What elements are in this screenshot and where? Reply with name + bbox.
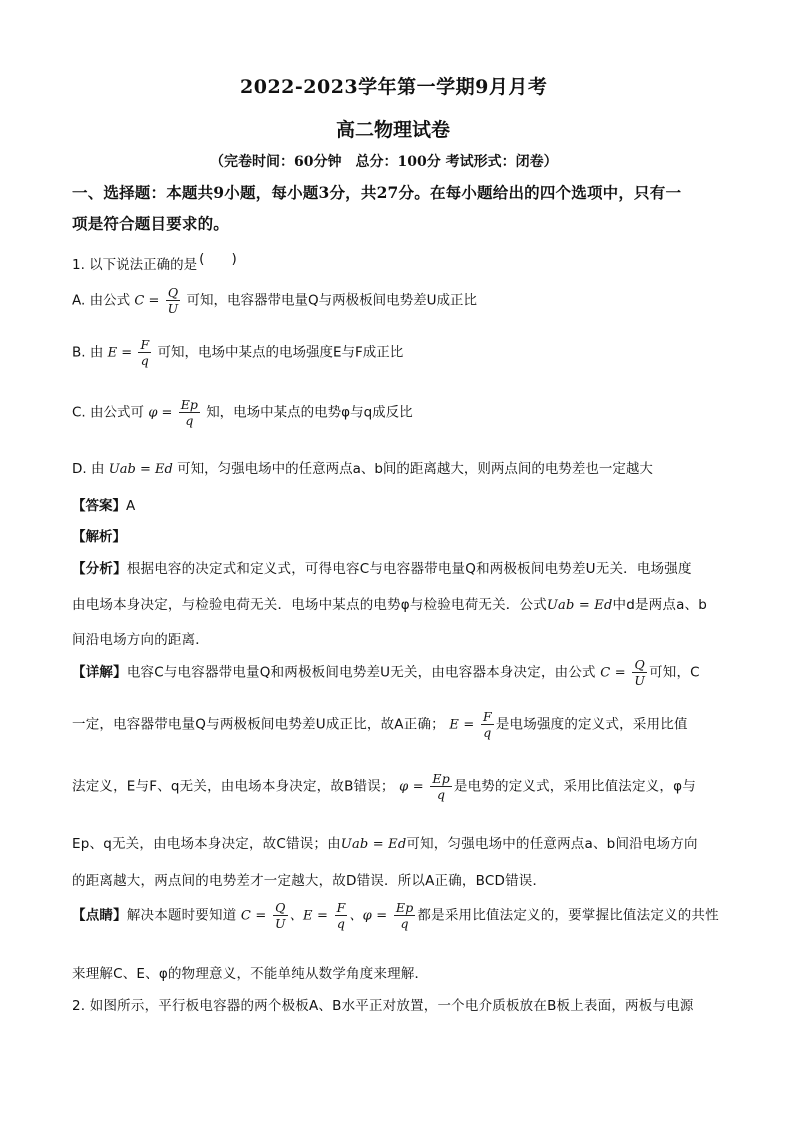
dianjing-line-2: 来理解C、E、φ的物理意义，不能单纯从数学角度来理解． <box>72 966 429 982</box>
xiangjie-tag: 【详解】 <box>72 664 127 681</box>
dj-fraction-1 <box>273 900 288 931</box>
xj-formula-3: φ = <box>399 779 424 795</box>
xj-text-4b: 可知，匀强电场中的任意两点a、b间沿电场方向 <box>406 836 698 852</box>
frac-denominator: U <box>634 673 646 688</box>
option-b <box>72 337 403 369</box>
option-b-fraction <box>138 337 151 368</box>
xj-formula-4: Uab = Ed <box>340 837 407 852</box>
option-d-formula: Uab = Ed <box>108 462 173 477</box>
xj-text-2a: 一定，电容器带电量Q与两极板间电势差U成正比，故A正确； <box>72 716 445 733</box>
frac-denominator: q <box>336 916 346 931</box>
option-a <box>72 285 477 317</box>
answer-paren: ( ) <box>199 251 237 267</box>
xj-fraction-3 <box>430 771 452 802</box>
option-d-text: 可知，匀强电场中的任意两点a、b间的距离越大，则两点间的电势差也一定越大 <box>177 461 653 477</box>
section-heading-line1: 一、选择题：本题共9小题，每小题3分，共27分。在每小题给出的四个选项中，只有一 <box>72 183 682 202</box>
fenxi-text-1: 根据电容的决定式和定义式，可得电容C与电容器带电量Q和两极板间电势差U无关．电场强度 <box>126 561 692 577</box>
frac-denominator: q <box>400 916 409 931</box>
xj-formula-1: C = <box>600 665 626 681</box>
xj-fraction-1 <box>632 657 647 688</box>
option-a-fraction <box>166 285 181 316</box>
frac-numerator: F <box>140 337 150 352</box>
xj-text-3b: 是电势的定义式，采用比值法定义，φ与 <box>453 778 696 795</box>
frac-numerator: Ep <box>432 771 450 786</box>
frac-denominator: q <box>483 725 492 740</box>
dj-fraction-3 <box>394 900 416 931</box>
option-c-prefix: C. 由公式可 <box>72 404 145 421</box>
dianjing-tag: 【点睛】 <box>72 907 127 924</box>
fenxi-line-1 <box>72 557 692 577</box>
fenxi-tag: 【分析】 <box>72 561 127 577</box>
section-heading-line2: 项是符合题目要求的。 <box>72 214 230 233</box>
xj-text-3a: 法定义，E与F、q无关，由电场本身决定，故B错误； <box>72 778 395 795</box>
frac-numerator: Q <box>634 657 645 672</box>
xj-text-1b: 可知，C <box>649 664 700 681</box>
option-d-prefix: D. 由 <box>72 461 105 477</box>
question-1-stem <box>72 253 237 273</box>
frac-numerator: Ep <box>395 900 414 915</box>
option-b-prefix: B. 由 <box>72 344 104 361</box>
analysis-tag: 【解析】 <box>72 529 126 545</box>
dj-text-1a: 解决本题时要知道 <box>126 907 237 924</box>
dianjing-line-1 <box>72 900 719 932</box>
frac-numerator: Q <box>167 285 179 300</box>
fenxi-line-2 <box>72 593 707 613</box>
xiangjie-line-1 <box>72 657 700 689</box>
xj-text-4a: Ep、q无关，由电场本身决定，故C错误；由 <box>72 836 341 852</box>
option-c <box>72 397 413 429</box>
option-c-text: 知，电场中某点的电势φ与q成反比 <box>206 404 413 421</box>
dj-text-1b: 都是采用比值法定义的，要掌握比值法定义的共性 <box>417 907 719 924</box>
frac-numerator: F <box>336 900 346 915</box>
fenxi-formula: Uab = Ed <box>546 598 613 613</box>
exam-title: 2022-2023学年第一学期9月月考 <box>240 76 548 98</box>
frac-numerator: Q <box>275 900 286 915</box>
xj-text-1a: 电容C与电容器带电量Q和两极板间电势差U无关，由电容器本身决定，由公式 <box>126 664 596 681</box>
xj-fraction-2 <box>481 709 494 740</box>
fenxi-line-3: 间沿电场方向的距离． <box>72 632 209 648</box>
xiangjie-line-2 <box>72 709 688 741</box>
exam-meta: （完卷时间：60分钟 总分：100分 考试形式：闭卷） <box>210 154 558 170</box>
frac-denominator: U <box>275 916 286 931</box>
question-2-stem: 2. 如图所示，平行板电容器的两个极板A、B水平正对放置，一个电介质板放在B板上表面，两板与电源 <box>72 998 694 1014</box>
answer-tag: 【答案】 <box>72 498 126 514</box>
option-c-fraction <box>179 397 200 428</box>
xiangjie-line-5: 的距离越大，两点间的电势差才一定越大，故D错误．所以A正确，BCD错误． <box>72 873 547 889</box>
exam-subtitle: 高二物理试卷 <box>336 119 451 141</box>
frac-denominator: q <box>437 787 446 802</box>
question-1-text: 1. 以下说法正确的是 <box>72 257 198 273</box>
option-b-text: 可知，电场中某点的电场强度E与F成正比 <box>157 344 404 361</box>
option-a-formula: C = <box>134 293 160 309</box>
option-b-formula: E = <box>107 345 133 361</box>
xj-text-2b: 是电场强度的定义式，采用比值 <box>495 716 688 733</box>
frac-numerator: Ep <box>180 397 198 412</box>
dj-formula-1: C = <box>240 908 267 924</box>
xj-formula-2: E = <box>449 717 475 733</box>
dj-fraction-2 <box>335 900 348 931</box>
frac-denominator: q <box>140 353 149 368</box>
xiangjie-line-4 <box>72 832 698 852</box>
fenxi-text-2a: 由电场本身决定，与检验电荷无关．电场中某点的电势φ与检验电荷无关．公式 <box>72 597 547 613</box>
option-a-text: 可知，电容器带电量Q与两极板间电势差U成正比 <box>186 292 478 309</box>
option-c-formula: φ = <box>148 405 173 421</box>
dj-formula-3: 、φ = <box>349 908 388 924</box>
option-d <box>72 457 653 477</box>
frac-denominator: q <box>185 413 194 428</box>
frac-denominator: U <box>167 301 179 316</box>
answer-line <box>72 494 135 514</box>
dj-formula-2: 、E = <box>289 908 329 924</box>
frac-numerator: F <box>482 709 492 724</box>
option-a-prefix: A. 由公式 <box>72 292 131 309</box>
xiangjie-line-3 <box>72 771 696 803</box>
answer-value: A <box>126 498 136 514</box>
fenxi-text-2b: 中d是两点a、b <box>612 597 708 613</box>
analysis-line <box>72 525 126 545</box>
